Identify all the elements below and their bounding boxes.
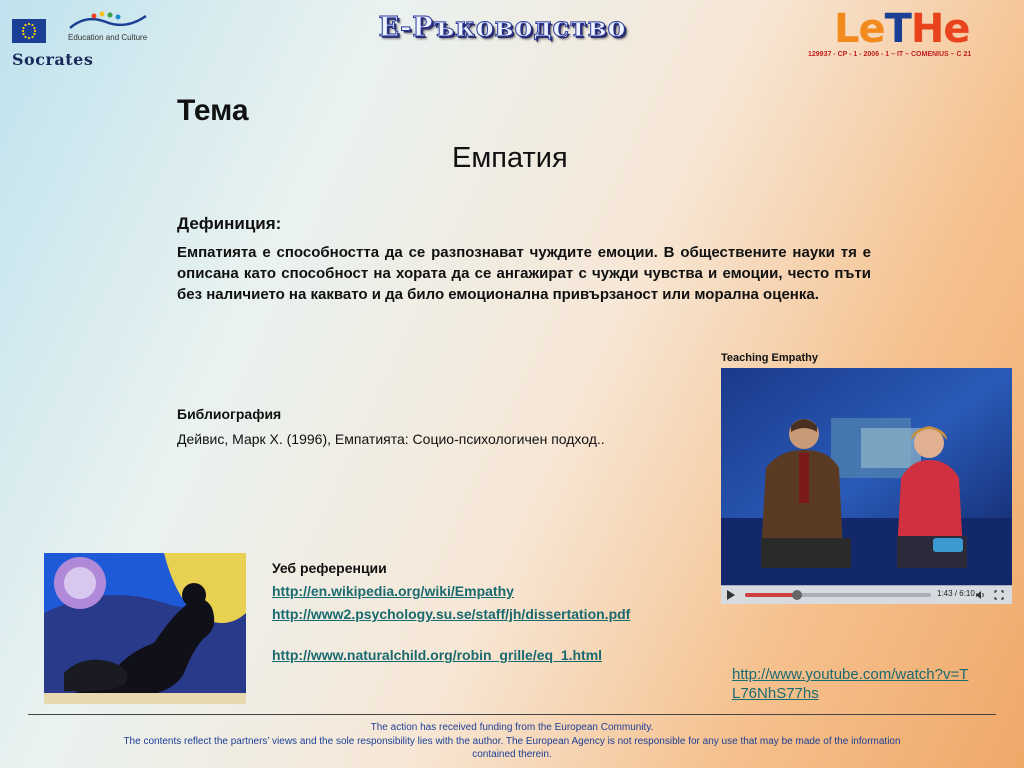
definition-heading: Дефиниция: [177, 214, 282, 233]
lethe-logo-part-2: T [884, 6, 911, 52]
link-psychology-dissertation[interactable]: http://www2.psychology.su.se/staff/jh/dissertation.pdf [272, 606, 631, 622]
fullscreen-icon[interactable] [994, 590, 1004, 600]
web-references-heading: Уеб референции [272, 560, 387, 576]
seek-progress [745, 593, 797, 597]
video-controls [721, 585, 1012, 604]
lethe-logo-part-1: Le [834, 6, 885, 52]
education-culture-label: Education and Culture [68, 33, 148, 42]
footer-disclaimer: The contents reflect the partners’ views and the sole responsibility lies with the author. The European Agency is not responsible for any use that may be made of the information contained therein. [123, 736, 901, 760]
lethe-logo [834, 6, 970, 52]
app-title: Е-Ръководство [378, 12, 627, 43]
socrates-label: Socrates [12, 50, 94, 69]
education-culture-logo-icon [66, 10, 156, 34]
topic-label: Тема [177, 94, 249, 127]
link-wikipedia-empathy[interactable]: http://en.wikipedia.org/wiki/Empathy [272, 583, 514, 599]
seek-bar[interactable] [745, 593, 931, 597]
lethe-logo-part-3: He [910, 6, 970, 52]
eu-flag-icon [12, 19, 46, 43]
bibliography-heading: Библиография [177, 406, 282, 422]
definition-text: Емпатията е способността да се разпознават чуждите емоции. В обществените науки тя е описана като способност на хората да се ангажират с чужди чувства и емоции, често пъти без наличието на каквато и да било емоционална привързаност или морална оценка. [177, 244, 871, 303]
topic-title: Емпатия [452, 142, 568, 174]
empathy-artwork [44, 553, 246, 704]
link-naturalchild-eq[interactable]: http://www.naturalchild.org/robin_grille/eq_1.html [272, 647, 603, 663]
project-code: 129937 - CP - 1 - 2006 - 1 – IT – COMENIUS – C 21 [808, 51, 972, 58]
footer-funding: The action has received funding from the European Community. [370, 722, 654, 733]
video-title: Teaching Empathy [721, 352, 818, 364]
play-icon[interactable] [727, 590, 735, 600]
video-player[interactable] [721, 368, 1012, 604]
volume-icon[interactable] [975, 590, 985, 600]
bibliography-entry: Дейвис, Марк Х. (1996), Емпатията: Социо-психологичен подход.. [177, 431, 605, 447]
video-time: 1:43 / 6:10 [937, 589, 975, 598]
footer-divider [28, 714, 996, 715]
youtube-link[interactable]: http://www.youtube.com/watch?v=TL76NhS77hs [732, 666, 969, 702]
video-frame [721, 368, 1012, 586]
seek-handle[interactable] [792, 590, 802, 600]
